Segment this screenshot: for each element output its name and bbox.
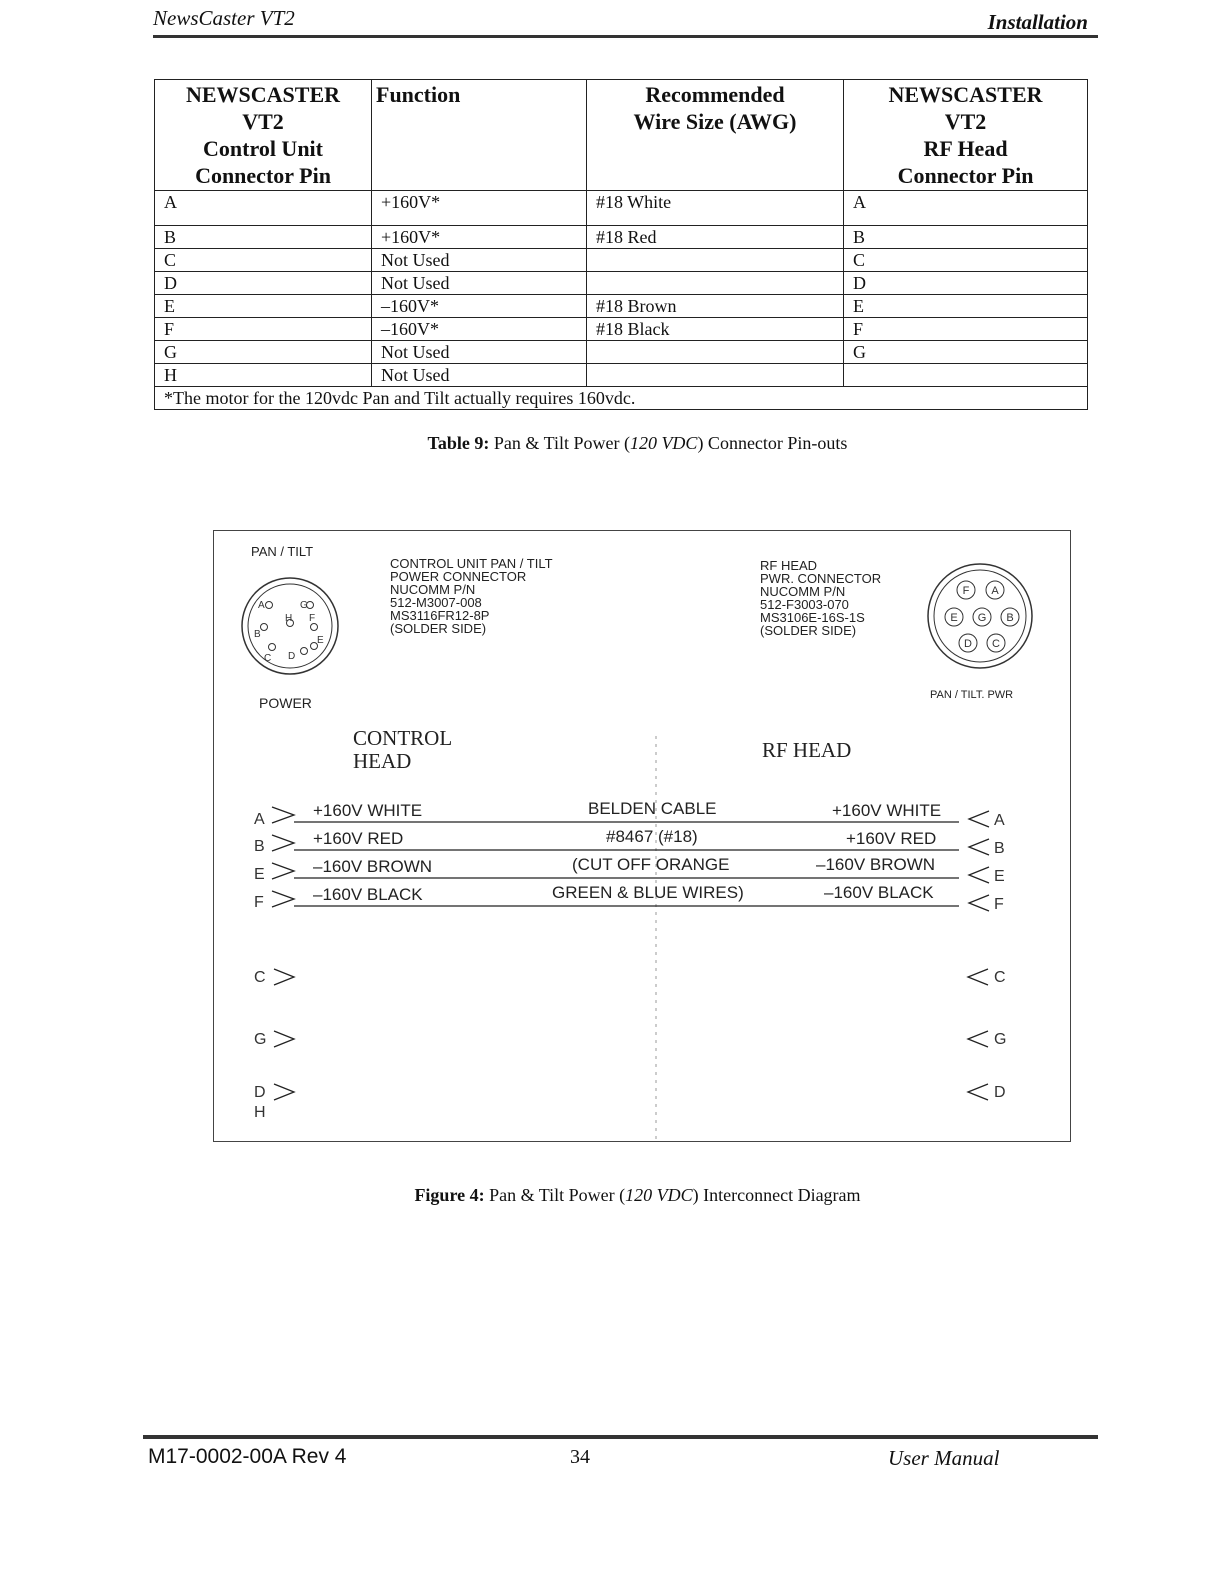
cell-control-pin: G [155, 341, 372, 364]
cell-rf-pin: F [844, 318, 1088, 341]
table-row [155, 249, 1088, 272]
left-connector-label: PAN / TILT [251, 544, 314, 559]
unused-pin-right: D [994, 1084, 1006, 1101]
right-pin-e: E [950, 612, 958, 624]
cell-function: Not Used [372, 364, 587, 387]
table-caption [0, 433, 1228, 454]
wire-pin-left: E [254, 866, 265, 883]
footer-rule [143, 1435, 1098, 1439]
left-chevrons [272, 807, 294, 1100]
unused-pin-left: D [254, 1084, 266, 1101]
figure-caption-post: ) Interconnect Diagram [692, 1185, 861, 1205]
right-pin-d: D [964, 638, 972, 650]
left-pin-d: D [288, 651, 296, 662]
wire-left-label: –160V BROWN [313, 857, 433, 876]
cell-control-pin: B [155, 226, 372, 249]
figure-caption-italic: 120 VDC [625, 1185, 693, 1205]
unused-pin-right: C [994, 969, 1006, 986]
wire-pin-right: B [994, 840, 1005, 857]
wire-pin-left: A [254, 811, 265, 828]
table-row [155, 341, 1088, 364]
cell-rf-pin: E [844, 295, 1088, 318]
cell-rf-pin [844, 364, 1088, 387]
right-pin-f: F [962, 585, 970, 597]
right-chevrons [968, 811, 989, 1100]
interconnect-diagram [213, 530, 1071, 1142]
wire-pin-right: E [994, 868, 1005, 885]
rf-head-label: RF HEAD [762, 738, 852, 762]
cell-function: –160V* [372, 295, 587, 318]
right-pin-c: C [992, 638, 1000, 650]
cell-function: Not Used [372, 249, 587, 272]
cell-function: Not Used [372, 272, 587, 295]
table-caption-italic: 120 VDC [629, 433, 698, 453]
table-caption-pre: Pan & Tilt Power ( [489, 433, 630, 453]
table-caption-post: ) Connector Pin-outs [697, 433, 848, 453]
cell-control-pin: A [155, 191, 372, 226]
wire-cable-label: BELDEN CABLE [588, 799, 717, 818]
cell-control-pin: F [155, 318, 372, 341]
right-connector-label: PAN / TILT. PWR [930, 689, 1014, 701]
cell-function: Not Used [372, 341, 587, 364]
cell-function: –160V* [372, 318, 587, 341]
wire-cable-label: GREEN & BLUE WIRES) [552, 883, 744, 902]
col-header-rf-pin: NEWSCASTER VT2 RF Head Connector Pin [844, 80, 1088, 191]
right-pin-g: G [977, 612, 987, 624]
cell-rf-pin: B [844, 226, 1088, 249]
col-header-wire-size: Recommended Wire Size (AWG) [587, 80, 844, 191]
col-header-function: Function [372, 80, 587, 191]
cell-function: +160V* [372, 226, 587, 249]
left-pin-f: F [309, 613, 316, 624]
header-section: Installation [987, 10, 1088, 34]
table-row [155, 272, 1088, 295]
col-header-control-pin: NEWSCASTER VT2 Control Unit Connector Pin [155, 80, 372, 191]
cell-wire-size: #18 White [587, 191, 844, 226]
wire-pin-right: A [994, 812, 1005, 829]
left-connector-power-label: POWER [259, 695, 312, 711]
left-pin-g: G [300, 600, 308, 611]
cell-rf-pin: C [844, 249, 1088, 272]
cell-control-pin: E [155, 295, 372, 318]
wire-right-label: –160V BLACK [824, 883, 934, 902]
cell-wire-size: #18 Black [587, 318, 844, 341]
left-pin-h: H [285, 613, 293, 624]
left-pin-a: A [258, 600, 265, 611]
cell-wire-size [587, 364, 844, 387]
wire-left-label: +160V WHITE [313, 801, 423, 820]
cell-control-pin: H [155, 364, 372, 387]
cell-control-pin: C [155, 249, 372, 272]
figure-caption [0, 1185, 1228, 1206]
pinout-table [154, 79, 1088, 410]
table-row [155, 191, 1088, 226]
page-number: 34 [570, 1446, 590, 1468]
right-pin-a: A [991, 585, 999, 597]
extra-pin-h: H [254, 1104, 266, 1121]
cell-rf-pin: D [844, 272, 1088, 295]
table-note-row [155, 387, 1088, 410]
cell-function: +160V* [372, 191, 587, 226]
wire-right-label: +160V RED [846, 829, 937, 848]
figure-caption-pre: Pan & Tilt Power ( [484, 1185, 626, 1205]
table-caption-label: Table 9: [427, 433, 490, 453]
cell-wire-size: #18 Brown [587, 295, 844, 318]
table-row [155, 295, 1088, 318]
left-pin-b: B [254, 629, 261, 640]
right-pin-b: B [1006, 612, 1014, 624]
cell-wire-size [587, 249, 844, 272]
table-row [155, 318, 1088, 341]
table-note: *The motor for the 120vdc Pan and Tilt actually requires 160vdc. [155, 387, 1088, 410]
wire-left-label: +160V RED [313, 829, 404, 848]
figure-caption-label: Figure 4: [414, 1185, 485, 1205]
header-title: NewsCaster VT2 [153, 6, 295, 30]
left-pin-e: E [317, 635, 324, 646]
control-unit-connector-info: CONTROL UNIT PAN / TILT POWER CONNECTOR NUCOMM P/N 512-M3007-008 MS3116FR12-8P (SOLDER SIDE) [390, 556, 553, 636]
wire-cable-label: (CUT OFF ORANGE [572, 855, 730, 874]
cell-rf-pin: G [844, 341, 1088, 364]
table-row [155, 226, 1088, 249]
cell-control-pin: D [155, 272, 372, 295]
wire-right-label: –160V BROWN [816, 855, 936, 874]
document-number: M17-0002-00A Rev 4 [148, 1445, 347, 1468]
unused-pin-right: G [994, 1031, 1007, 1048]
cell-wire-size: #18 Red [587, 226, 844, 249]
footer-manual-title: User Manual [888, 1446, 1000, 1470]
cell-wire-size [587, 341, 844, 364]
table-row [155, 364, 1088, 387]
unused-pin-left: G [254, 1031, 267, 1048]
rf-head-connector-info: RF HEAD PWR. CONNECTOR NUCOMM P/N 512-F3003-070 MS3106E-16S-1S (SOLDER SIDE) [760, 558, 882, 638]
unused-pin-left: C [254, 969, 266, 986]
wire-left-label: –160V BLACK [313, 885, 423, 904]
header-rule [153, 35, 1098, 38]
wire-pin-left: F [254, 894, 264, 911]
table-header-row [155, 80, 1088, 191]
control-head-label: CONTROL HEAD [353, 726, 453, 773]
left-pin-c: C [264, 653, 272, 664]
wire-pin-left: B [254, 838, 265, 855]
cell-rf-pin: A [844, 191, 1088, 226]
wire-cable-label: #8467 (#18) [606, 827, 698, 846]
cell-wire-size [587, 272, 844, 295]
wire-pin-right: F [994, 896, 1004, 913]
wire-right-label: +160V WHITE [832, 801, 942, 820]
